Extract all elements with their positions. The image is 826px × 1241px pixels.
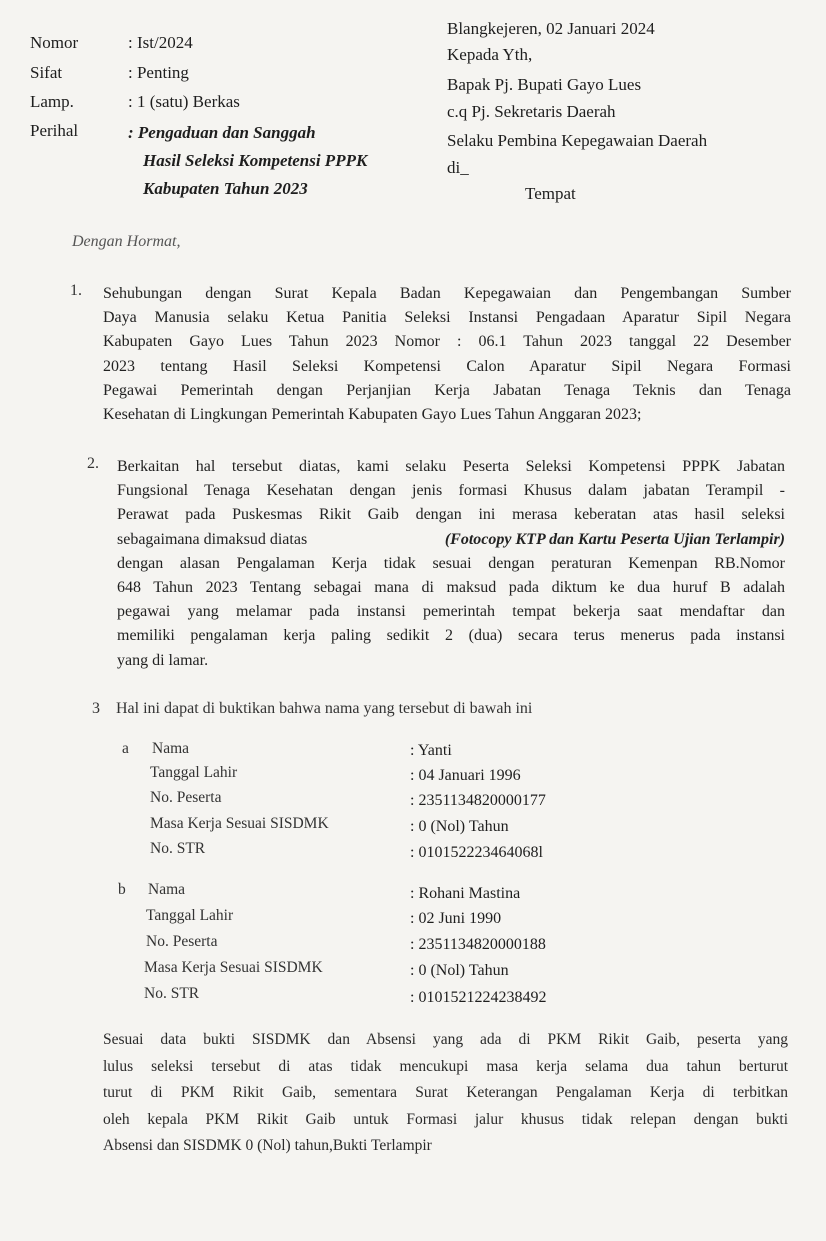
field-value: : Rohani Mastina: [410, 885, 521, 902]
perihal-line-2: Hasil Seleksi Kompetensi PPPK: [143, 151, 368, 170]
point-2-line: pegawai yang melamar pada instansi pemerintah tempat bekerja saat mendaftar dan: [117, 603, 785, 621]
nomor-label: Nomor: [30, 33, 79, 52]
field-value: : 010152223464068l: [410, 844, 543, 861]
field-label: No. Peserta: [146, 933, 218, 950]
person-b-letter: b: [118, 881, 126, 898]
field-value: : 02 Juni 1990: [410, 910, 502, 927]
greeting: Dengan Hormat,: [72, 233, 181, 250]
recipient-line-3: Selaku Pembina Kepegawaian Daerah: [447, 131, 708, 150]
point-2-line: Berkaitan hal tersebut diatas, kami selaku Peserta Seleksi Kompetensi PPPK Jabatan: [117, 458, 785, 475]
recipient-to: Kepada Yth,: [447, 45, 533, 64]
point-3-number: 3: [92, 700, 100, 717]
closing-line: turut di PKM Rikit Gaib, sementara Surat Keterangan Pengalaman Kerja di terbitkan: [103, 1084, 788, 1101]
closing-line: Sesuai data bukti SISDMK dan Absensi yang ada di PKM Rikit Gaib, peserta yang: [103, 1031, 788, 1048]
field-label: Nama: [152, 740, 190, 757]
point-2-line-start: sebagaimana dimaksud diatas: [117, 530, 308, 548]
point-2-paragraph: [117, 455, 785, 673]
field-label: Nama: [148, 881, 186, 898]
point-2-line: yang di lamar.: [117, 651, 209, 669]
point-1-line: Daya Manusia selaku Ketua Panitia Seleksi Instansi Pengadaan Aparatur Sipil Negara: [103, 309, 791, 327]
point-2-line: memiliki pengalaman kerja paling sedikit 2 (dua) secara terus menerus pada instansi: [117, 627, 785, 645]
field-value: : 2351134820000188: [410, 936, 546, 953]
closing-line: Absensi dan SISDMK 0 (Nol) tahun,Bukti Terlampir: [103, 1137, 432, 1154]
point-1-line: Kesehatan di Lingkungan Pemerintah Kabupaten Gayo Lues Tahun Anggaran 2023;: [103, 406, 642, 424]
sifat-label: Sifat: [30, 63, 63, 82]
field-label: No. STR: [144, 985, 200, 1002]
field-value: : Yanti: [410, 742, 452, 759]
closing-line: oleh kepala PKM Rikit Gaib untuk Formasi jalur khusus tidak relepan dengan bukti: [103, 1110, 788, 1128]
perihal-line-3: Kabupaten Tahun 2023: [143, 179, 308, 198]
point-1-line: Kabupaten Gayo Lues Tahun 2023 Nomor : 06.1 Tahun 2023 tanggal 22 Desember: [103, 333, 791, 351]
point-1-line: 2023 tentang Hasil Seleksi Kompetensi Calon Aparatur Sipil Negara Formasi: [103, 357, 791, 375]
field-value: : 2351134820000177: [410, 792, 546, 809]
point-2-line-emphasis: [117, 528, 785, 552]
nomor-value: : Ist/2024: [128, 33, 193, 52]
sifat-value: : Penting: [128, 63, 189, 82]
person-a-letter: a: [122, 740, 129, 757]
recipient-line-2: c.q Pj. Sekretaris Daerah: [447, 102, 616, 121]
attachment-note: (Fotocopy KTP dan Kartu Peserta Ujian Terlampir): [444, 530, 785, 548]
field-label: No. Peserta: [150, 789, 222, 806]
point-1-line: Sehubungan dengan Surat Kepala Badan Kepegawaian dan Pengembangan Sumber: [103, 285, 791, 302]
field-value: : 0101521224238492: [410, 989, 547, 1006]
field-label: Masa Kerja Sesuai SISDMK: [150, 815, 329, 832]
point-1-line: Pegawai Pemerintah dengan Perjanjian Kerja Jabatan Tenaga Teknis dan Tenaga: [103, 381, 791, 399]
lamp-value: : 1 (satu) Berkas: [128, 92, 240, 111]
perihal-label: Perihal: [30, 121, 79, 140]
recipient-di: di_: [447, 158, 469, 177]
place-date: Blangkejeren, 02 Januari 2024: [447, 19, 655, 38]
point-2-line: Fungsional Tenaga Kesehatan dengan jenis formasi Khusus dalam jabatan Terampil -: [117, 482, 785, 500]
field-label: Masa Kerja Sesuai SISDMK: [144, 959, 323, 976]
point-3-text: Hal ini dapat di buktikan bahwa nama yang tersebut di bawah ini: [116, 700, 533, 717]
field-value: : 0 (Nol) Tahun: [410, 818, 509, 835]
recipient-line-1: Bapak Pj. Bupati Gayo Lues: [447, 75, 642, 94]
closing-paragraph: [103, 1027, 788, 1160]
point-2-line: dengan alasan Pengalaman Kerja tidak sesuai dengan peraturan Kemenpan RB.Nomor: [117, 554, 785, 572]
point-2-line: Perawat pada Puskesmas Rikit Gaib dengan ini merasa keberatan atas hasil seleksi: [117, 506, 785, 524]
closing-line: lulus seleksi tersebut di atas tidak mencukupi masa kerja selama dua tahun berturut: [103, 1057, 788, 1075]
lamp-label: Lamp.: [30, 92, 74, 111]
field-label: Tanggal Lahir: [146, 907, 234, 924]
point-1-number: 1.: [70, 282, 82, 299]
field-value: : 04 Januari 1996: [410, 767, 521, 784]
point-2-number: 2.: [87, 455, 99, 472]
field-label: No. STR: [150, 840, 206, 857]
recipient-tempat: Tempat: [525, 184, 576, 203]
point-1-paragraph: [103, 282, 791, 427]
point-2-line: 648 Tahun 2023 Tentang sebagai mana di maksud pada diktum ke dua huruf B adalah: [117, 579, 785, 597]
field-value: : 0 (Nol) Tahun: [410, 962, 509, 979]
perihal-value: : Pengaduan dan Sanggah: [128, 123, 316, 142]
field-label: Tanggal Lahir: [150, 764, 238, 781]
